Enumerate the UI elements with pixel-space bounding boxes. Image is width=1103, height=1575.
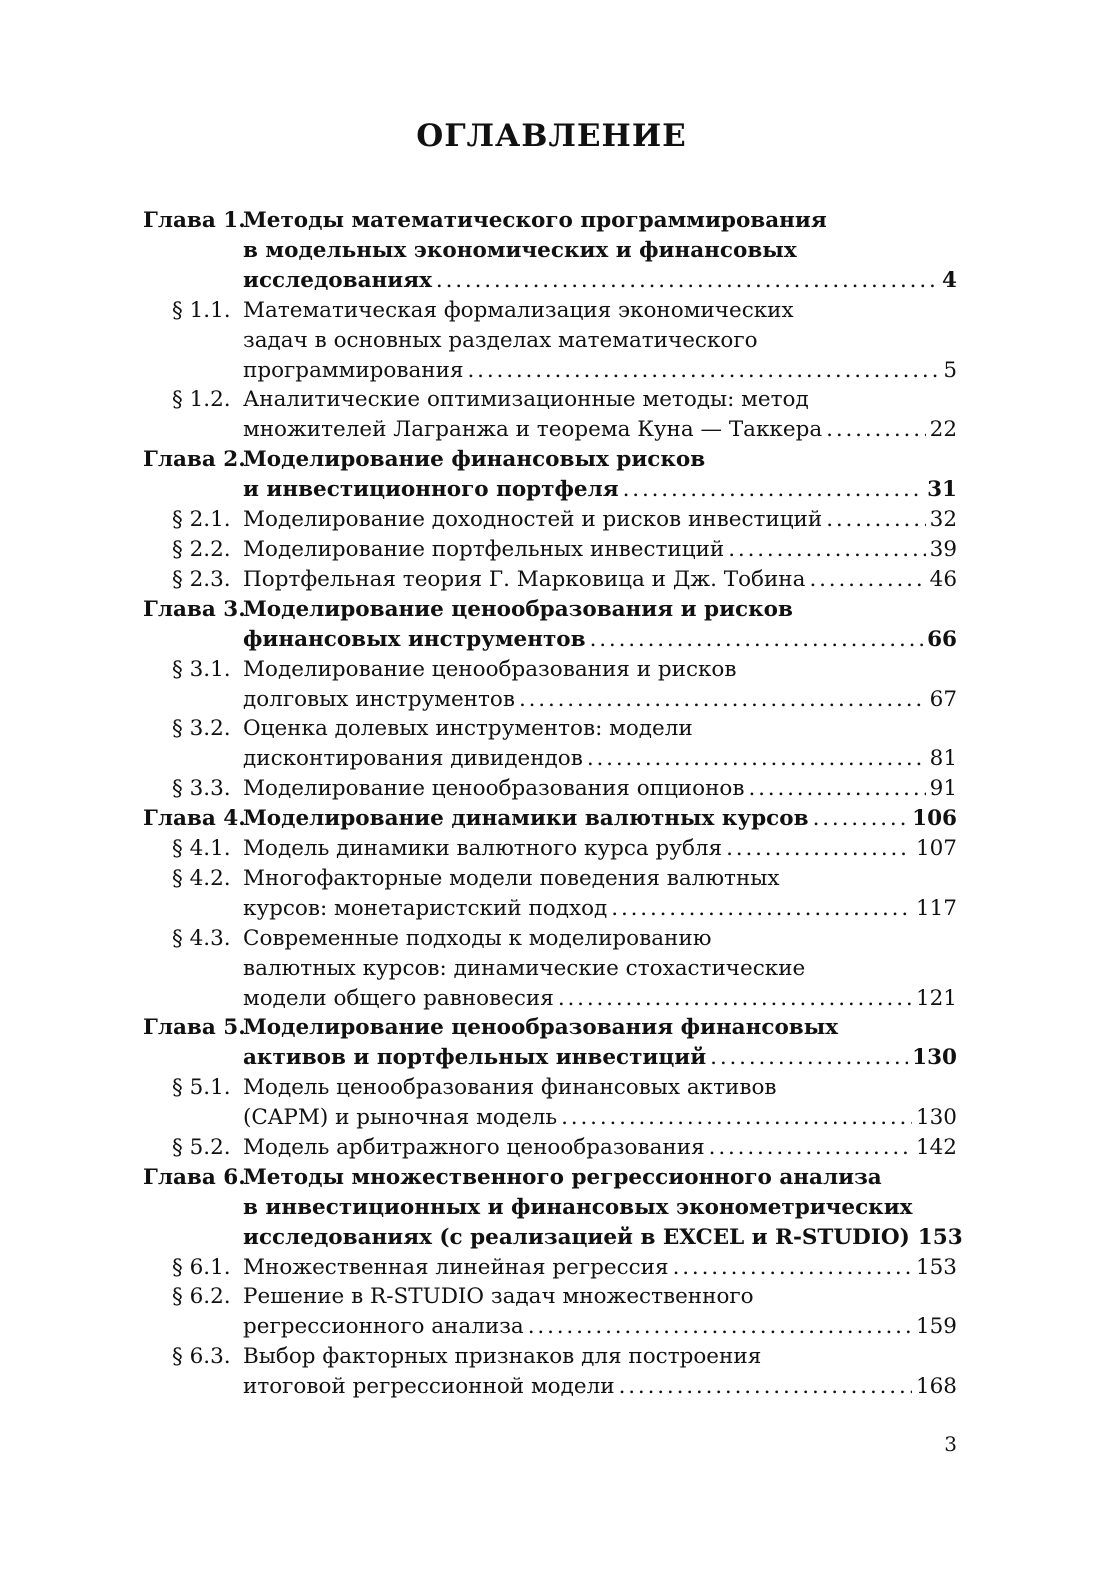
entry-title-line: исследованиях (с реализацией в EXCEL и R-STUDIO) xyxy=(243,1225,910,1250)
entry-page-number: 39 xyxy=(929,537,957,562)
section-number: § 3.3. xyxy=(172,776,231,801)
entry-title-line: задач в основных разделах математического xyxy=(243,328,758,353)
entry-page-number: 46 xyxy=(929,567,957,592)
entry-page-number: 67 xyxy=(929,687,957,712)
dot-leader xyxy=(619,1372,912,1402)
entry-title-line: Моделирование доходностей и рисков инвестиций xyxy=(243,507,823,532)
entry-page-number: 142 xyxy=(915,1135,957,1160)
entry-title-line: Решение в R-STUDIO задач множественного xyxy=(243,1284,754,1309)
section-number: § 4.1. xyxy=(172,836,231,861)
entry-page-number: 130 xyxy=(915,1105,957,1130)
dot-leader xyxy=(826,505,925,535)
section-number: § 3.1. xyxy=(172,657,231,682)
entry-page-number: 106 xyxy=(912,806,957,831)
section-number: § 1.2. xyxy=(172,387,231,412)
dot-leader xyxy=(468,356,940,386)
entry-title-line: исследованиях xyxy=(243,268,432,293)
chapter-number: Глава 1. xyxy=(143,208,246,233)
entry-title-line: долговых инструментов xyxy=(243,687,515,712)
section-number: § 2.1. xyxy=(172,507,231,532)
entry-page-number: 159 xyxy=(915,1314,957,1339)
section-number: § 6.2. xyxy=(172,1284,231,1309)
dot-leader xyxy=(561,1103,912,1133)
entry-title-line: Оценка долевых инструментов: модели xyxy=(243,716,693,741)
entry-title-line: Моделирование ценообразования и рисков xyxy=(243,657,737,682)
entry-title-line: Моделирование ценообразования финансовых xyxy=(243,1015,839,1040)
entry-title-line: курсов: монетаристский подход xyxy=(243,896,608,921)
entry-title-line: Современные подходы к моделированию xyxy=(243,926,712,951)
dot-leader xyxy=(436,266,938,296)
entry-title-line: множителей Лагранжа и теорема Куна — Таккера xyxy=(243,417,823,442)
dot-leader xyxy=(558,984,912,1014)
dot-leader xyxy=(590,625,924,655)
dot-leader xyxy=(587,744,926,774)
entry-page-number: 107 xyxy=(915,836,957,861)
section-number: § 4.2. xyxy=(172,866,231,891)
chapter-number: Глава 2. xyxy=(143,447,246,472)
entry-title-line: Модель ценообразования финансовых активов xyxy=(243,1075,777,1100)
dot-leader xyxy=(813,804,909,834)
entry-title-line: Моделирование динамики валютных курсов xyxy=(243,806,809,831)
entry-title-line: дисконтирования дивидендов xyxy=(243,746,583,771)
entry-title-line: Моделирование портфельных инвестиций xyxy=(243,537,725,562)
entry-title-line: итоговой регрессионной модели xyxy=(243,1374,615,1399)
entry-page-number: 66 xyxy=(927,627,957,652)
dot-leader xyxy=(809,565,925,595)
dot-leader xyxy=(528,1312,912,1342)
section-number: § 2.2. xyxy=(172,537,231,562)
dot-leader xyxy=(728,535,925,565)
page-number: 3 xyxy=(944,1432,957,1456)
chapter-number: Глава 6. xyxy=(143,1165,246,1190)
entry-title-line: в инвестиционных и финансовых эконометрических xyxy=(243,1195,913,1220)
entry-title-line: программирования xyxy=(243,358,464,383)
chapter-number: Глава 3. xyxy=(143,597,246,622)
section-number: § 6.1. xyxy=(172,1255,231,1280)
section-number: § 4.3. xyxy=(172,926,231,951)
entry-page-number: 4 xyxy=(942,268,957,293)
entry-title-line: регрессионного анализа xyxy=(243,1314,524,1339)
dot-leader xyxy=(726,834,912,864)
section-number: § 1.1. xyxy=(172,298,231,323)
entry-page-number: 31 xyxy=(927,477,957,502)
dot-leader xyxy=(826,415,925,445)
entry-title-line: валютных курсов: динамические стохастические xyxy=(243,956,806,981)
entry-title-line: Моделирование ценообразования опционов xyxy=(243,776,745,801)
entry-title-line: Моделирование финансовых рисков xyxy=(243,447,706,472)
entry-title-line: Моделирование ценообразования и рисков xyxy=(243,597,793,622)
entry-title-line: Методы множественного регрессионного анализа xyxy=(243,1165,882,1190)
chapter-number: Глава 4. xyxy=(143,806,246,831)
entry-title-line: активов и портфельных инвестиций xyxy=(243,1045,707,1070)
entry-title-line: Выбор факторных признаков для построения xyxy=(243,1344,762,1369)
section-number: § 3.2. xyxy=(172,716,231,741)
entry-title-line: Аналитические оптимизационные методы: метод xyxy=(243,387,809,412)
entry-title-line: Множественная линейная регрессия xyxy=(243,1255,669,1280)
entry-title-line: финансовых инструментов xyxy=(243,627,586,652)
entry-page-number: 81 xyxy=(929,746,957,771)
dot-leader xyxy=(519,685,926,715)
entry-page-number: 153 xyxy=(917,1225,963,1250)
entry-title-line: Методы математического программирования xyxy=(243,208,827,233)
dot-leader xyxy=(623,475,923,505)
entry-title-line: Многофакторные модели поведения валютных xyxy=(243,866,780,891)
section-number: § 5.2. xyxy=(172,1135,231,1160)
entry-page-number: 22 xyxy=(929,417,957,442)
entry-title-line: Модель арбитражного ценообразования xyxy=(243,1135,705,1160)
section-number: § 2.3. xyxy=(172,567,231,592)
entry-title-line: и инвестиционного портфеля xyxy=(243,477,619,502)
dot-leader xyxy=(748,774,925,804)
entry-title-line: Портфельная теория Г. Марковица и Дж. Тобина xyxy=(243,567,806,592)
dot-leader xyxy=(611,894,912,924)
entry-title-line: Математическая формализация экономических xyxy=(243,298,794,323)
entry-page-number: 153 xyxy=(915,1255,957,1280)
entry-page-number: 168 xyxy=(915,1374,957,1399)
entry-page-number: 121 xyxy=(915,986,957,1011)
dot-leader xyxy=(710,1043,908,1073)
section-number: § 5.1. xyxy=(172,1075,231,1100)
entry-title-line: (CAPM) и рыночная модель xyxy=(243,1105,558,1130)
entry-page-number: 130 xyxy=(912,1045,957,1070)
entry-title-line: Модель динамики валютного курса рубля xyxy=(243,836,723,861)
entry-page-number: 91 xyxy=(929,776,957,801)
entry-page-number: 32 xyxy=(929,507,957,532)
entry-page-number: 117 xyxy=(915,896,957,921)
entry-page-number: 5 xyxy=(943,358,957,383)
section-number: § 6.3. xyxy=(172,1344,231,1369)
dot-leader xyxy=(709,1133,912,1163)
entry-title-line: в модельных экономических и финансовых xyxy=(243,238,797,263)
dot-leader xyxy=(673,1253,912,1283)
entry-title-line: модели общего равновесия xyxy=(243,986,554,1011)
chapter-number: Глава 5. xyxy=(143,1015,246,1040)
page-title: ОГЛАВЛЕНИЕ xyxy=(416,118,687,154)
